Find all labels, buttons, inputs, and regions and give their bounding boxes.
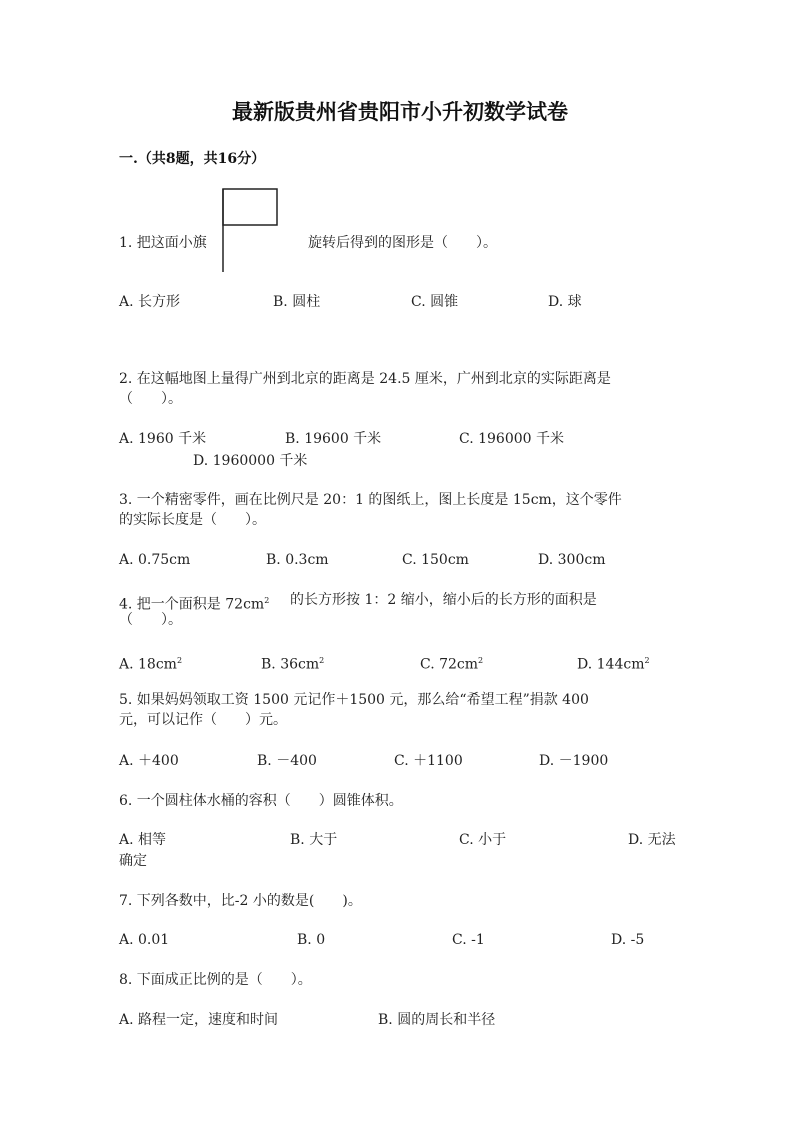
question-1-option-b[interactable]: B. 圆柱 (273, 294, 321, 310)
question-5-stem-line-1: 5. 如果妈妈领取工资 1500 元记作＋1500 元，那么给“希望工程”捐款 400 (119, 692, 589, 708)
question-7-option-a[interactable]: A. 0.01 (119, 932, 170, 948)
question-4-stem-start: 4. 把一个面积是 72cm (119, 596, 265, 613)
question-6-option-b[interactable]: B. 大于 (290, 832, 338, 848)
superscript: 2 (478, 656, 484, 665)
question-3-option-b[interactable]: B. 0.3cm (266, 552, 329, 568)
flag-figure (218, 188, 282, 274)
question-5-option-b[interactable]: B. －400 (257, 753, 317, 769)
question-5-stem-line-2: 元，可以记作（ ）元。 (119, 712, 287, 728)
question-3-stem-line-2: 的实际长度是（ ）。 (119, 512, 266, 528)
question-7-stem: 7. 下列各数中，比-2 小的数是( )。 (119, 893, 362, 909)
question-4-option-a[interactable] (119, 650, 182, 676)
question-1-option-d[interactable]: D. 球 (548, 294, 582, 310)
question-5-option-a[interactable]: A. ＋400 (119, 753, 179, 769)
question-8-stem: 8. 下面成正比例的是（ ）。 (119, 972, 312, 988)
question-4-option-b[interactable] (261, 650, 324, 676)
question-1-stem-start: 1. 把这面小旗 (119, 235, 207, 251)
question-4-stem-end: 的长方形按 1：2 缩小，缩小后的长方形的面积是 (290, 592, 597, 608)
question-3-option-c[interactable]: C. 150cm (402, 552, 469, 568)
question-6-option-d-continued: 确定 (119, 853, 147, 869)
question-4-option-d[interactable] (577, 650, 650, 676)
question-3-option-d[interactable]: D. 300cm (538, 552, 606, 568)
question-6-option-a[interactable]: A. 相等 (119, 832, 167, 848)
question-2-stem-line-2: （ ）。 (119, 391, 182, 407)
question-6-option-c[interactable]: C. 小于 (459, 832, 507, 848)
question-2-option-a[interactable]: A. 1960 千米 (119, 431, 207, 447)
question-4-option-c[interactable] (420, 650, 483, 676)
question-1-option-a[interactable]: A. 长方形 (119, 294, 181, 310)
option-text: D. 144cm (577, 656, 645, 673)
question-4-stem-line-2: （ ）。 (119, 612, 182, 628)
flag-cloth (223, 189, 277, 225)
option-text: C. 72cm (420, 656, 479, 673)
section-heading: 一.（共8题，共16分） (119, 151, 266, 167)
question-2-option-b[interactable]: B. 19600 千米 (285, 431, 382, 447)
question-2-stem-line-1: 2. 在这幅地图上量得广州到北京的距离是 24.5 厘米，广州到北京的实际距离是 (119, 371, 611, 387)
question-7-option-d[interactable]: D. -5 (611, 932, 645, 948)
question-1-stem-end: 旋转后得到的图形是（ ）。 (308, 235, 497, 251)
superscript: 2 (319, 656, 325, 665)
question-6-option-d[interactable]: D. 无法 (628, 832, 676, 848)
question-3-stem-line-1: 3. 一个精密零件，画在比例尺是 20：1 的图纸上，图上长度是 15cm，这个零件 (119, 492, 622, 508)
superscript: 2 (644, 656, 650, 665)
question-7-option-c[interactable]: C. -1 (452, 932, 485, 948)
option-text: A. 18cm (119, 656, 177, 673)
question-5-option-c[interactable]: C. ＋1100 (394, 753, 463, 769)
superscript: 2 (264, 596, 270, 605)
option-text: B. 36cm (261, 656, 320, 673)
page-title: 最新版贵州省贵阳市小升初数学试卷 (232, 99, 568, 124)
question-8-option-b[interactable]: B. 圆的周长和半径 (378, 1012, 496, 1028)
question-2-option-c[interactable]: C. 196000 千米 (459, 431, 565, 447)
question-7-option-b[interactable]: B. 0 (297, 932, 326, 948)
question-6-stem: 6. 一个圆柱体水桶的容积（ ）圆锥体积。 (119, 793, 403, 809)
question-2-option-d[interactable]: D. 1960000 千米 (193, 453, 308, 469)
question-3-option-a[interactable]: A. 0.75cm (119, 552, 191, 568)
question-1-option-c[interactable]: C. 圆锥 (411, 294, 459, 310)
superscript: 2 (176, 656, 183, 665)
question-5-option-d[interactable]: D. －1900 (539, 753, 609, 769)
question-8-option-a[interactable]: A. 路程一定，速度和时间 (119, 1012, 279, 1028)
